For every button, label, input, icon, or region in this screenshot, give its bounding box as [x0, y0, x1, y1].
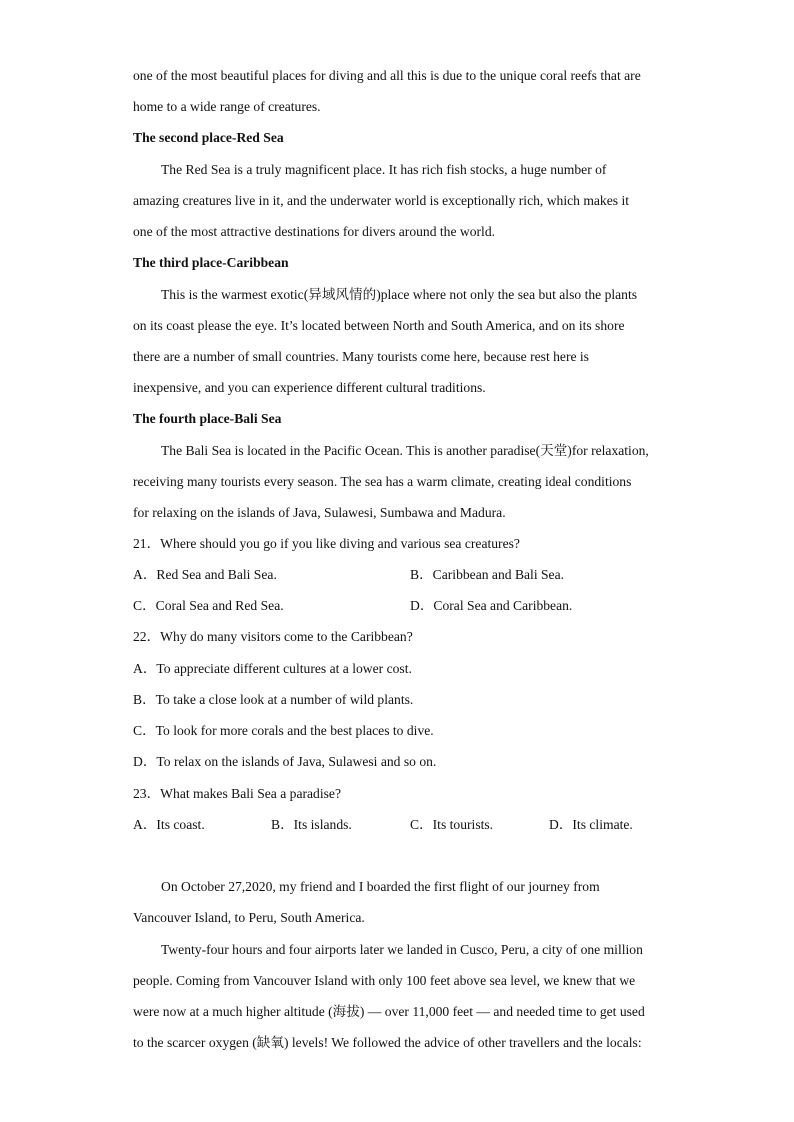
question-22-option-a: A．To appreciate different cultures at a lower cost.	[133, 661, 412, 676]
passage-line: home to a wide range of creatures.	[133, 99, 321, 114]
question-23-option-a: A．Its coast.	[133, 817, 205, 832]
question-23-option-b: B．Its islands.	[271, 817, 352, 832]
passage-line: The Bali Sea is located in the Pacific Ocean. This is another paradise(天堂)for relaxation,	[161, 443, 649, 458]
question-23-stem: 23．What makes Bali Sea a paradise?	[133, 786, 341, 801]
passage-line: one of the most beautiful places for diving and all this is due to the unique coral reefs that are	[133, 68, 641, 83]
section-heading-caribbean: The third place-Caribbean	[133, 255, 289, 270]
passage-line: one of the most attractive destinations for divers around the world.	[133, 224, 496, 239]
passage-line: receiving many tourists every season. The sea has a warm climate, creating ideal conditions	[133, 474, 632, 489]
passage-line: were now at a much higher altitude (海拔) — over 11,000 feet — and needed time to get used	[133, 1004, 645, 1019]
passage-line: amazing creatures live in it, and the underwater world is exceptionally rich, which makes it	[133, 193, 629, 208]
question-23-option-d: D．Its climate.	[549, 817, 633, 832]
question-22-option-c: C．To look for more corals and the best places to dive.	[133, 723, 434, 738]
passage-line: On October 27,2020, my friend and I boarded the first flight of our journey from	[161, 879, 600, 894]
passage-line: to the scarcer oxygen (缺氧) levels! We followed the advice of other travellers and the locals:	[133, 1035, 642, 1050]
question-23-option-c: C．Its tourists.	[410, 817, 494, 832]
question-22-stem: 22．Why do many visitors come to the Caribbean?	[133, 629, 413, 644]
passage-line: people. Coming from Vancouver Island with only 100 feet above sea level, we knew that we	[133, 973, 636, 988]
section-heading-red-sea: The second place-Red Sea	[133, 130, 284, 145]
question-22-option-b: B．To take a close look at a number of wild plants.	[133, 692, 414, 707]
question-21-stem: 21．Where should you go if you like diving and various sea creatures?	[133, 536, 520, 551]
question-21-option-a: A．Red Sea and Bali Sea.	[133, 567, 277, 582]
passage-line: This is the warmest exotic(异域风情的)place where not only the sea but also the plants	[161, 287, 638, 302]
question-21-option-c: C．Coral Sea and Red Sea.	[133, 598, 284, 613]
question-21-option-b: B．Caribbean and Bali Sea.	[410, 567, 565, 582]
passage-line: The Red Sea is a truly magnificent place. It has rich fish stocks, a huge number of	[161, 162, 607, 177]
passage-line: Vancouver Island, to Peru, South America.	[133, 910, 365, 925]
passage-line: for relaxing on the islands of Java, Sulawesi, Sumbawa and Madura.	[133, 505, 506, 520]
section-heading-bali-sea: The fourth place-Bali Sea	[133, 411, 282, 426]
passage-line: on its coast please the eye. It’s located between North and South America, and on its shore	[133, 318, 625, 333]
passage-line: inexpensive, and you can experience different cultural traditions.	[133, 380, 486, 395]
question-21-option-d: D．Coral Sea and Caribbean.	[410, 598, 573, 613]
passage-line: Twenty-four hours and four airports later we landed in Cusco, Peru, a city of one million	[161, 942, 643, 957]
passage-line: there are a number of small countries. Many tourists come here, because rest here is	[133, 349, 589, 364]
question-22-option-d: D．To relax on the islands of Java, Sulawesi and so on.	[133, 754, 437, 769]
